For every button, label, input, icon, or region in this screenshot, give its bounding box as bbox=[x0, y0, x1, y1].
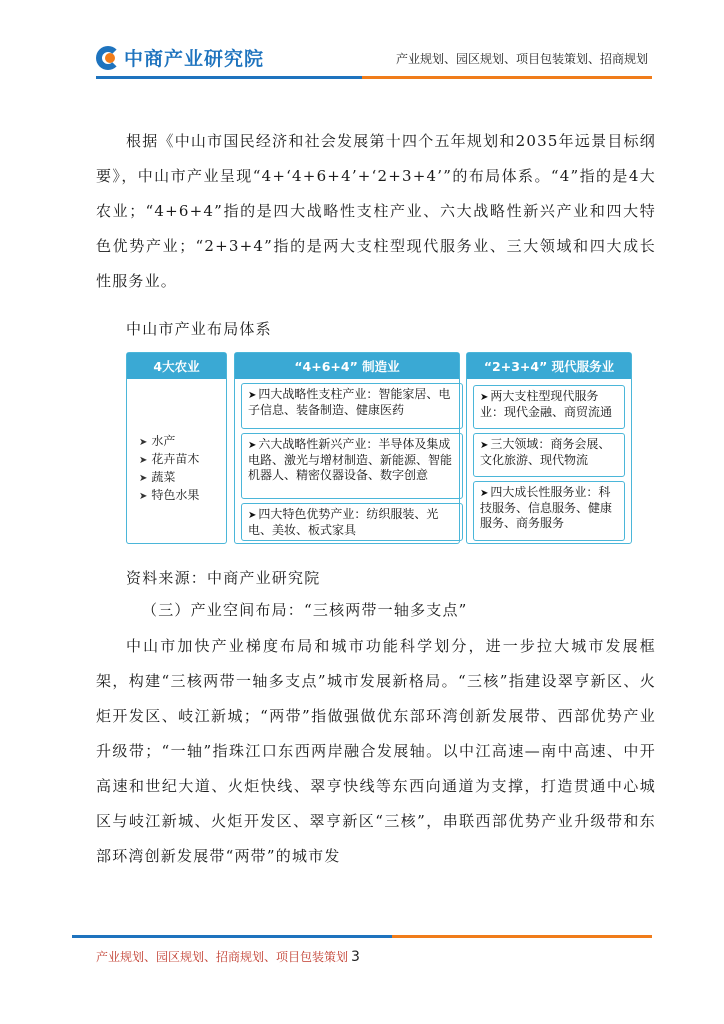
agriculture-item: ➤ 蔬菜 bbox=[139, 469, 199, 487]
footer-divider-blue bbox=[72, 935, 392, 938]
industry-layout-diagram bbox=[126, 352, 632, 544]
agriculture-panel bbox=[126, 352, 227, 544]
manufacturing-block-pillar bbox=[241, 383, 463, 429]
agriculture-item: ➤ 花卉苗木 bbox=[139, 451, 199, 469]
manufacturing-block-emerging bbox=[241, 433, 463, 499]
manufacturing-block-text: 四大特色优势产业：纺织服装、光电、美妆、板式家具 bbox=[248, 507, 439, 537]
spatial-layout-paragraph: 中山市加快产业梯度布局和城市功能科学划分，进一步拉大城市发展框架，构建“三核两带一轴多支点”城市发展新格局。“三核”指建设翠亨新区、火炬开发区、岐江新城；“两带”指做强做优东部环湾创新发展带、西部优势产业升级带；“一轴”指珠江口东西两岸融合发展轴。以中江高速—南中高速、中开高速和世纪大道、火炬快线、翠亨快线等东西向通道为支撑，打造贯通中心城区与岐江新城、火炬开发区、翠亨新区“三核”，串联西部优势产业升级带和东部环湾创新发展带“两带”的城市发 bbox=[96, 637, 656, 865]
page-header bbox=[0, 0, 724, 90]
arrow-icon: ➤ bbox=[480, 440, 489, 451]
arrow-icon: ➤ bbox=[248, 510, 257, 521]
page-number: 3 bbox=[351, 949, 360, 965]
footer-tagline: 产业规划、园区规划、招商规划、项目包装策划 bbox=[96, 950, 349, 964]
manufacturing-panel bbox=[234, 352, 460, 544]
services-panel-title: “2+3+4” 现代服务业 bbox=[467, 353, 631, 379]
services-block-text: 三大领域：商务会展、文化旅游、现代物流 bbox=[480, 437, 611, 467]
intro-paragraph: 根据《中山市国民经济和社会发展第十四个五年规划和2035年远景目标纲要》，中山市产业呈现“4+‘4+6+4’+‘2+3+4’”的布局体系。“4”指的是4大农业；“4+6+4”指的是四大战略性支柱产业、六大战略性新兴产业和四大特色优势产业；“2+3+4”指的是两大支柱型现代服务业、三大领域和四大成长性服务业。 bbox=[96, 132, 656, 290]
manufacturing-block-featured bbox=[241, 503, 463, 541]
agriculture-item: ➤ 水产 bbox=[139, 433, 199, 451]
services-panel bbox=[466, 352, 632, 544]
company-logo bbox=[96, 44, 264, 71]
header-divider-blue bbox=[96, 76, 362, 79]
page-footer bbox=[96, 948, 360, 965]
footer-divider-orange bbox=[392, 935, 652, 938]
services-block-growth bbox=[473, 481, 625, 541]
agriculture-panel-title: 4大农业 bbox=[127, 353, 226, 379]
figure-title: 中山市产业布局体系 bbox=[126, 320, 272, 338]
header-tagline: 产业规划、园区规划、项目包装策划、招商规划 bbox=[395, 52, 648, 66]
arrow-icon: ➤ bbox=[248, 440, 257, 451]
manufacturing-block-text: 六大战略性新兴产业：半导体及集成电路、激光与增材制造、新能源、智能机器人、精密仪器设备、数字创意 bbox=[248, 437, 453, 482]
arrow-icon: ➤ bbox=[480, 392, 489, 403]
agriculture-item: ➤ 特色水果 bbox=[139, 487, 199, 505]
agriculture-list bbox=[139, 433, 199, 505]
logo-text: 中商产业研究院 bbox=[124, 48, 265, 70]
manufacturing-panel-title: “4+6+4” 制造业 bbox=[235, 353, 459, 379]
logo-icon bbox=[96, 46, 120, 70]
arrow-icon: ➤ bbox=[480, 488, 489, 499]
arrow-icon: ➤ bbox=[248, 390, 257, 401]
services-block-fields bbox=[473, 433, 625, 477]
services-block-text: 两大支柱型现代服务业：现代金融、商贸流通 bbox=[480, 389, 613, 419]
figure-source: 资料来源：中商产业研究院 bbox=[126, 569, 321, 587]
services-block-text: 四大成长性服务业：科技服务、信息服务、健康服务、商务服务 bbox=[480, 485, 613, 530]
services-block-pillar bbox=[473, 385, 625, 429]
manufacturing-block-text: 四大战略性支柱产业：智能家居、电子信息、装备制造、健康医药 bbox=[248, 387, 451, 417]
header-divider-orange bbox=[362, 76, 652, 79]
section-heading: （三）产业空间布局：“三核两带一轴多支点” bbox=[142, 601, 468, 619]
